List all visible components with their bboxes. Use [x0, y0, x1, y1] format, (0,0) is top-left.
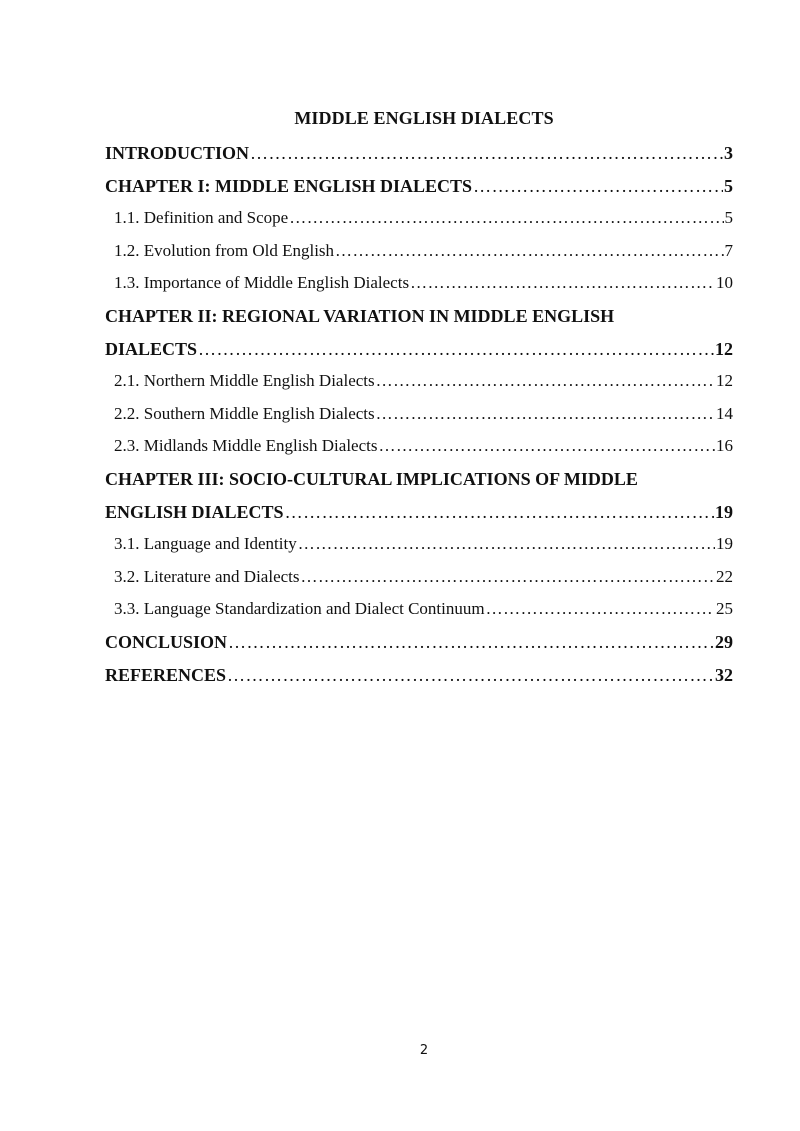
dot-leader — [298, 529, 715, 559]
toc-entry-label: 3.3. Language Standardization and Dialect Continuum — [114, 599, 485, 619]
toc-entry-label: 2.2. Southern Middle English Dialects — [114, 403, 375, 423]
toc-entry-section-1-1[interactable] — [105, 203, 733, 236]
toc-entry-chapter-3-line-2[interactable] — [105, 497, 733, 530]
toc-entry-page: 16 — [716, 436, 733, 456]
dot-leader — [410, 268, 715, 298]
toc-entry-section-3-1[interactable] — [105, 529, 733, 562]
toc-entry-label: 3.2. Literature and Dialects — [114, 566, 300, 586]
toc-entry-label: CONCLUSION — [105, 631, 228, 652]
toc-entry-references[interactable] — [105, 660, 733, 693]
dot-leader — [289, 203, 723, 233]
dot-leader — [228, 627, 714, 657]
toc-entry-section-1-3[interactable] — [105, 268, 733, 301]
dot-leader — [473, 171, 723, 201]
toc-entry-label: CHAPTER II: REGIONAL VARIATION IN MIDDLE ENGLISH — [105, 305, 615, 326]
toc-entry-chapter-3-line-1[interactable] — [105, 464, 733, 497]
toc-entry-page: 7 — [724, 240, 733, 260]
dot-leader — [335, 236, 723, 266]
toc-entry-page: 32 — [715, 664, 733, 685]
toc-entry-label: ENGLISH DIALECTS — [105, 501, 284, 522]
toc-entry-label: REFERENCES — [105, 664, 227, 685]
dot-leader — [227, 660, 714, 690]
toc-entry-page: 5 — [724, 175, 733, 196]
toc-entry-page: 19 — [716, 534, 733, 554]
toc-entry-chapter-2-line-1[interactable] — [105, 301, 733, 334]
dot-leader — [376, 366, 715, 396]
toc-entry-section-2-3[interactable] — [105, 431, 733, 464]
dot-leader — [376, 399, 715, 429]
toc-entry-section-2-2[interactable] — [105, 399, 733, 432]
dot-leader — [250, 138, 723, 168]
toc-entry-label: 2.1. Northern Middle English Dialects — [114, 371, 375, 391]
toc-entry-section-3-2[interactable] — [105, 562, 733, 595]
toc-entry-chapter-2-line-2[interactable] — [105, 334, 733, 367]
toc-entry-page: 12 — [715, 338, 733, 359]
toc-entry-page: 29 — [715, 631, 733, 652]
toc-entry-label: 2.3. Midlands Middle English Dialects — [114, 436, 378, 456]
dot-leader — [285, 497, 714, 527]
toc-entry-label: CHAPTER III: SOCIO-CULTURAL IMPLICATIONS OF MIDDLE — [105, 468, 638, 489]
toc-entry-label: 1.1. Definition and Scope — [114, 208, 289, 228]
toc-entry-label: CHAPTER I: MIDDLE ENGLISH DIALECTS — [105, 175, 473, 196]
dot-leader — [486, 594, 715, 624]
toc-entry-label: 1.3. Importance of Middle English Dialects — [114, 273, 410, 293]
toc-entry-label: INTRODUCTION — [105, 143, 250, 163]
toc-entry-label: 1.2. Evolution from Old English — [114, 240, 335, 260]
toc-entry-page: 12 — [716, 371, 733, 391]
document-title: MIDDLE ENGLISH DIALECTS — [294, 108, 554, 128]
toc-entry-label: 3.1. Language and Identity — [114, 534, 297, 554]
toc-entry-chapter-1[interactable] — [105, 171, 733, 204]
table-of-contents — [105, 138, 733, 692]
dot-leader — [301, 562, 715, 592]
page-number: 2 — [419, 1043, 429, 1058]
toc-entry-page: 22 — [716, 566, 733, 586]
toc-entry-section-2-1[interactable] — [105, 366, 733, 399]
toc-entry-section-1-2[interactable] — [105, 236, 733, 269]
toc-entry-page: 3 — [724, 143, 733, 163]
toc-entry-page: 10 — [716, 273, 733, 293]
dot-leader — [198, 334, 714, 364]
toc-entry-page: 5 — [724, 208, 733, 228]
dot-leader — [378, 431, 715, 461]
toc-entry-label: DIALECTS — [105, 338, 198, 359]
toc-entry-conclusion[interactable] — [105, 627, 733, 660]
toc-entry-section-3-3[interactable] — [105, 594, 733, 627]
toc-entry-page: 25 — [716, 599, 733, 619]
toc-entry-introduction[interactable] — [105, 138, 733, 171]
toc-entry-page: 19 — [715, 501, 733, 522]
toc-entry-page: 14 — [716, 403, 733, 423]
